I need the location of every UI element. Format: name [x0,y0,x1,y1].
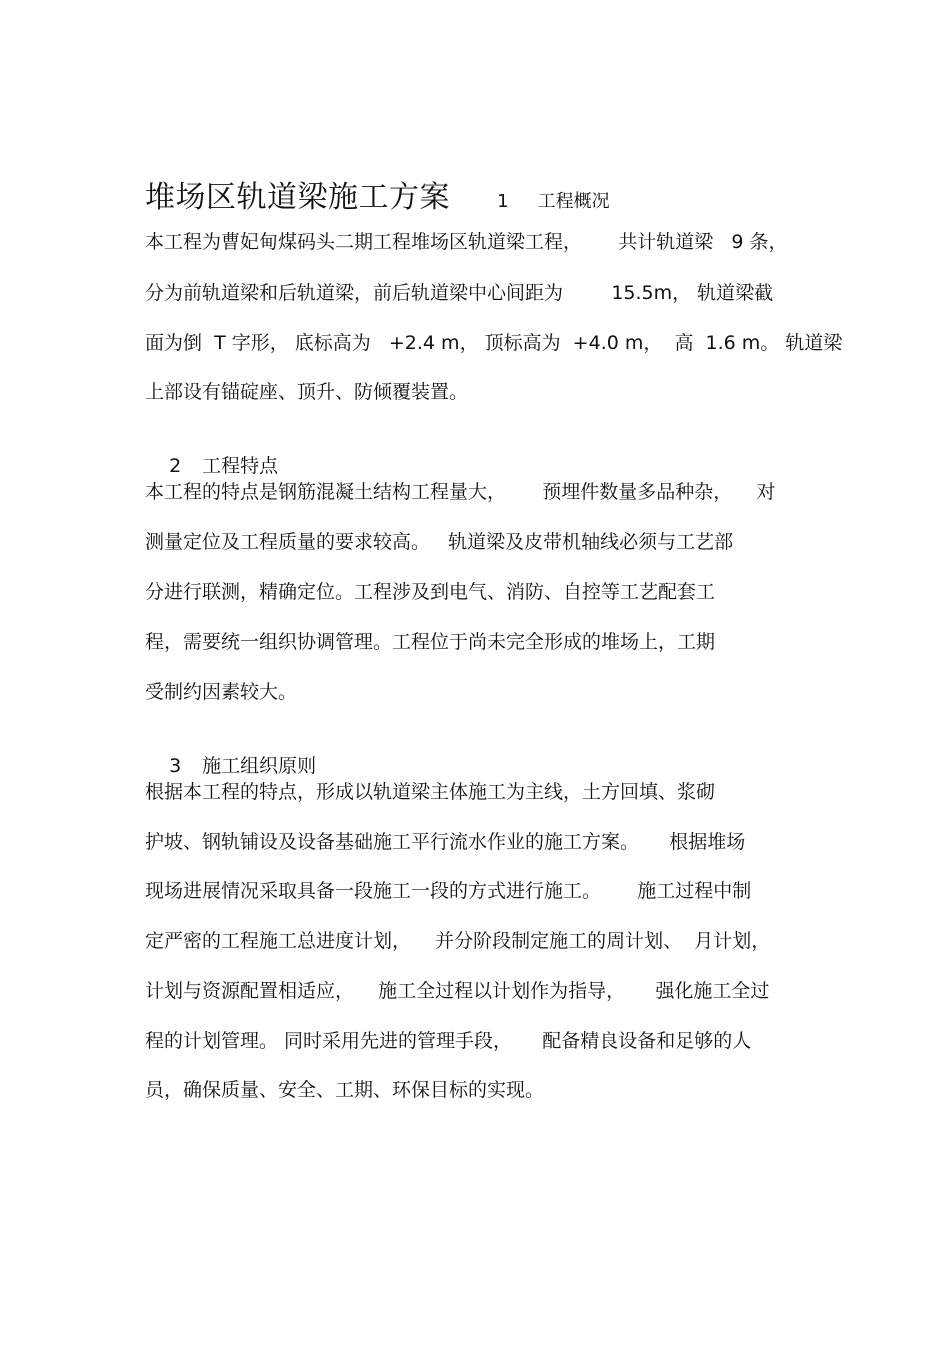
paragraph-line: 定严密的工程施工总进度计划， 并分阶段制定施工的周计划、 月计划， [145,930,771,952]
paragraph-line: 分进行联测，精确定位。工程涉及到电气、消防、自控等工艺配套工 [145,581,716,603]
paragraph-line: 本工程的特点是钢筋混凝土结构工程量大， 预埋件数量多品种杂， 对 [145,481,776,503]
section-1-heading: 工程概况 [537,191,610,212]
paragraph-line: 计划与资源配置相适应， 施工全过程以计划作为指导， 强化施工全过 [145,980,770,1002]
section-3-number: 3 [169,755,182,777]
paragraph-line: 现场进展情况采取具备一段施工一段的方式进行施工。 施工过程中制 [145,880,752,902]
paragraph-line: 分为前轨道梁和后轨道梁，前后轨道梁中心间距为 15.5m， 轨道梁截 [145,282,774,304]
paragraph-line: 上部设有锚碇座、顶升、防倾覆装置。 [145,381,469,403]
section-1-number: 1 [497,191,509,212]
paragraph-line: 员，确保质量、安全、工期、环保目标的实现。 [145,1079,545,1101]
paragraph-line: 护坡、钢轨铺设及设备基础施工平行流水作业的施工方案。 根据堆场 [145,831,746,853]
title-row [145,172,610,216]
paragraph-line: 程的计划管理。 同时采用先进的管理手段， 配备精良设备和足够的人 [145,1030,752,1052]
paragraph-line: 程，需要统一组织协调管理。工程位于尚未完全形成的堆场上，工期 [145,631,716,653]
paragraph-line: 面为倒 T 字形， 底标高为 +2.4 m， 顶标高为 +4.0 m， 高 1.6 m。 轨道梁 [145,332,843,354]
section-3-heading: 施工组织原则 [202,755,317,777]
document-title: 堆场区轨道梁施工方案 [145,180,450,215]
paragraph-line: 受制约因素较大。 [145,681,298,703]
section-2-number: 2 [169,455,182,477]
paragraph-line: 根据本工程的特点，形成以轨道梁主体施工为主线，土方回填、浆砌 [145,781,716,803]
paragraph-line: 本工程为曹妃甸煤码头二期工程堆场区轨道梁工程， 共计轨道梁 9 条， [145,231,788,253]
paragraph-line: 测量定位及工程质量的要求较高。 轨道梁及皮带机轴线必须与工艺部 [145,531,734,553]
section-2-heading: 工程特点 [202,455,279,477]
